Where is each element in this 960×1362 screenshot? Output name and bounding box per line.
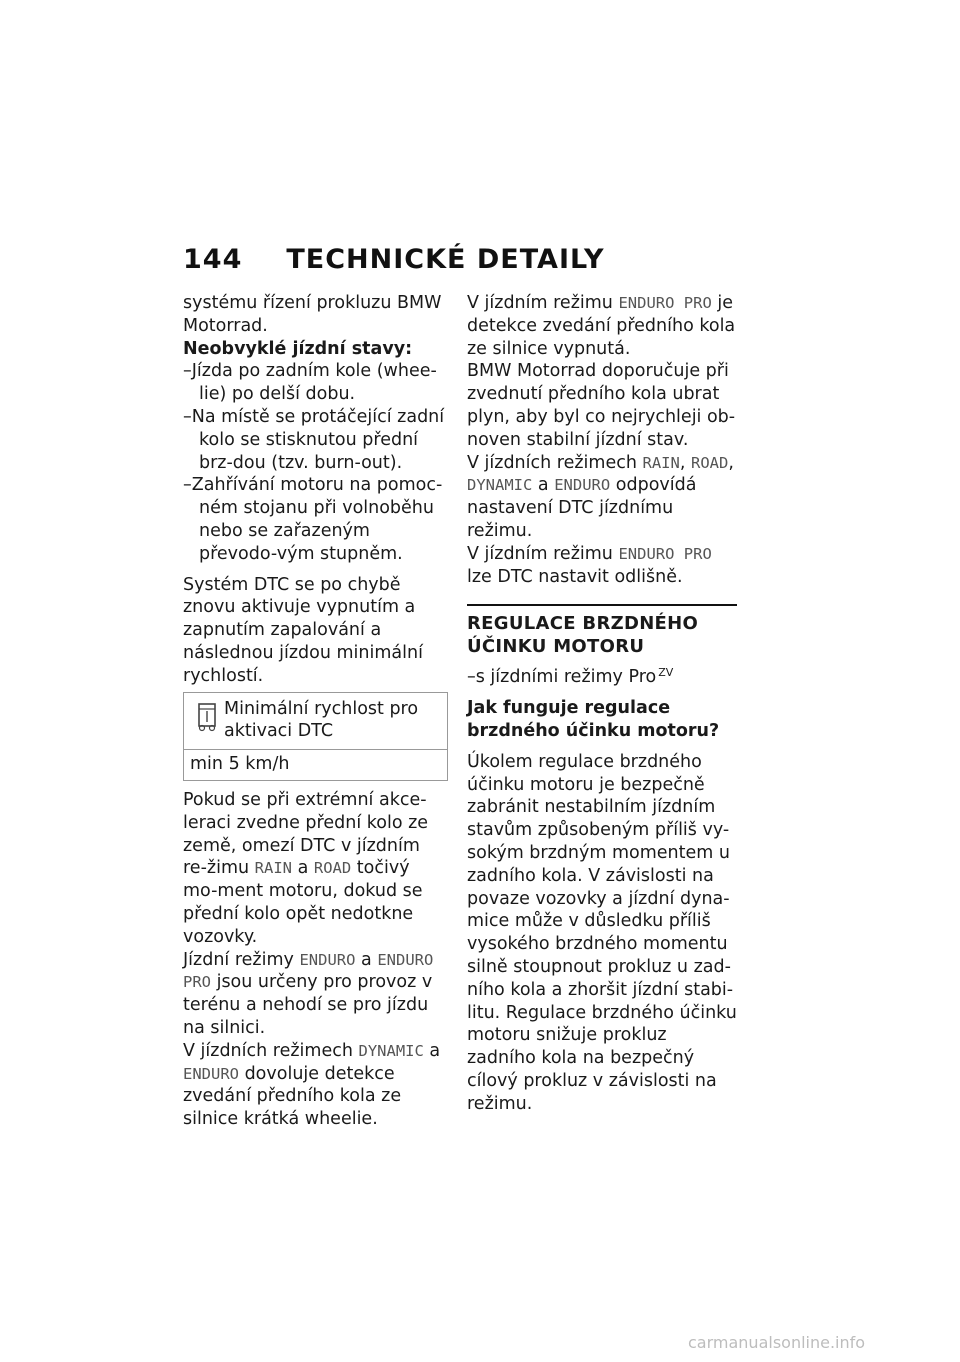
condition-item: –Jízda po zadním kole (whee-lie) po delší dobu.: [183, 361, 437, 405]
conditions-heading: Neobvyklé jízdní stavy:: [183, 338, 413, 359]
spec-header: [184, 693, 447, 751]
question-heading: Jak funguje regulace brzdného účinku motoru?: [467, 698, 720, 741]
paragraph-enduro-pro: V jízdním režimu ENDURO PRO je detekce zvedání předního kola ze silnice vypnutá.: [467, 293, 736, 359]
mode-enduro: ENDURO: [183, 1064, 239, 1083]
spec-table: [183, 692, 448, 781]
mode-enduro: ENDURO: [299, 950, 356, 969]
paragraph-enduro-pro-dtc: V jízdním režimu ENDURO PRO lze DTC nastavit odlišně.: [467, 543, 712, 587]
mode-enduro: ENDURO: [554, 476, 611, 495]
spec-value: min 5 km/h: [190, 754, 290, 775]
paragraph-dynamic-modes: V jízdních režimech DYNAMIC a ENDURO dovoluje detekce zvedání předního kola ze silnice krátká wheelie.: [183, 1040, 441, 1130]
paragraph-recommendation: BMW Motorrad doporučuje při zvednutí předního kola ubrat plyn, aby byl co nejrychleji ob-noven stabilní jízdní stav.: [467, 361, 736, 450]
mode-dynamic: DYNAMIC: [358, 1041, 424, 1060]
spec-label: Minimální rychlost pro aktivaci DTC: [224, 698, 419, 742]
paragraph-offroad-modes: Jízdní režimy ENDURO a ENDURO PRO jsou určeny pro provoz v terénu a nehodí se pro jízdu na silnici.: [183, 949, 434, 1038]
speedometer-icon: [190, 698, 224, 744]
mode-dynamic: DYNAMIC: [467, 476, 533, 495]
condition-item: –Na místě se protáčející zadní kolo se stisknutou přední brz-dou (tzv. burn-out).: [183, 406, 445, 473]
mode-road: ROAD: [313, 859, 352, 878]
mode-enduro-pro: ENDURO PRO: [618, 294, 712, 312]
watermark: carmanualsonline.info: [688, 1333, 866, 1352]
availability-note: –s jízdními režimy Pro $^{ZV}$: [467, 665, 674, 688]
reactivate-text: Systém DTC se po chybě znovu aktivuje vypnutím a zapnutím zapalování a následnou jízdou minimální rychlostí.: [183, 574, 423, 686]
mode-rain: RAIN: [254, 859, 292, 878]
page-number: 144: [183, 244, 243, 275]
paragraph-dtc-modes: V jízdních režimech RAIN, ROAD, DYNAMIC a ENDURO odpovídá nastavení DTC jízdnímu režimu.: [467, 452, 734, 541]
section-title: REGULACE BRZDNÉHO ÚČINKU MOTORU: [467, 613, 699, 658]
optional-equipment-marker: ZV: [658, 665, 674, 679]
condition-item: –Zahřívání motoru na pomoc-ném stojanu při volnoběhu nebo se zařazeným převodo-vým stupněm.: [183, 475, 443, 564]
section-divider: [467, 604, 737, 606]
page-header: [183, 244, 605, 275]
paragraph-wheelie-limit: Pokud se při extrémní akce-leraci zvedne přední kolo ze země, omezí DTC v jízdním re-žimu RAIN a ROAD točivý mo-ment motoru, dokud se přední kolo opět nedotkne vozovky.: [183, 789, 429, 947]
chapter-title: TECHNICKÉ DETAILY: [286, 244, 605, 275]
mode-enduro-pro: ENDURO PRO: [183, 950, 434, 992]
answer-text: Úkolem regulace brzdného účinku motoru je bezpečně zabránit nestabilním jízdním stavům způsobeným příliš vy-sokým brzdným momentem u zadního kola. V závislosti na povaze vozovky a jízdní dyna-mice může v důsledku příliš vysokého brzdného momentu silně stoupnout prokluz u zad-ního kola a zhoršit jízdní stabi-litu. Regulace brzdného účinku motoru snižuje prokluz zadního kola na bezpečný cílový prokluz v závislosti na režimu.: [467, 751, 737, 1114]
right-column: [467, 292, 737, 1116]
left-column: [183, 292, 448, 1131]
intro-text: systému řízení prokluzu BMW Motorrad.: [183, 293, 442, 336]
mode-rain: RAIN: [642, 453, 680, 472]
mode-road: ROAD: [691, 453, 729, 472]
mode-enduro-pro: ENDURO PRO: [618, 544, 712, 563]
